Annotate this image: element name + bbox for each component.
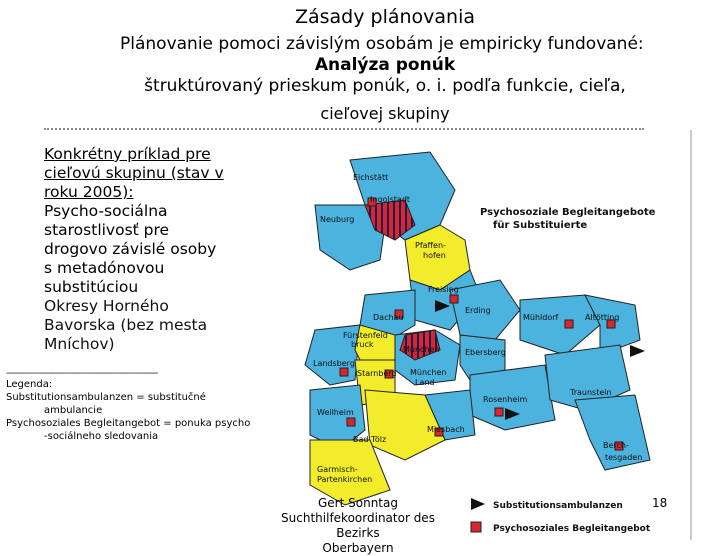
- label-ingolstadt: Ingolstadt: [370, 195, 411, 204]
- subtitle-line: Plánovanie pomoci závislým osobám je empiricky fundované:: [120, 34, 644, 54]
- label-weilheim: Weilheim: [317, 408, 354, 417]
- link-line[interactable]: cieľovú skupinu (stav v: [44, 164, 224, 182]
- topic-line: Psycho-sociálna: [44, 202, 168, 220]
- slide-title: Zásady plánovania: [294, 6, 476, 28]
- district-map: [255, 130, 692, 540]
- author-region: Oberbayern: [322, 541, 394, 555]
- link-line[interactable]: Konkrétny príklad pre: [44, 145, 211, 163]
- label-dachau: Dachau: [373, 313, 404, 322]
- legend-divider: ---------------------------------------------------: [6, 366, 158, 379]
- map-legend-item: Psychosoziales Begleitangebot: [493, 524, 651, 534]
- topic-line: s metadónovou: [44, 259, 165, 277]
- label-garmisch: Garmisch-: [317, 465, 358, 474]
- topic-line: substitúciou: [44, 278, 139, 296]
- page-number: 18: [652, 496, 668, 510]
- subtitle-detail: štruktúrovaný prieskum ponúk, o. i. podľa funkcie, cieľa,: [144, 76, 626, 96]
- legend-title: Legenda:: [6, 379, 53, 390]
- region-line: Okresy Horného: [44, 297, 169, 315]
- label-eichstaett: Eichstätt: [353, 173, 389, 182]
- label-berchtesgaden: Berch-: [603, 441, 629, 450]
- legend-line: Psychosoziales Begleitangebot = ponuka psycho: [6, 418, 251, 429]
- label-traunstein: Traunstein: [570, 388, 612, 397]
- author-role: Suchthilfekoordinator des Bezirks: [281, 511, 435, 540]
- footer-author: [258, 496, 458, 556]
- legend-block: [6, 378, 254, 443]
- begleitangebot-marker: [450, 295, 458, 303]
- ambulanz-legend-icon: [471, 498, 485, 510]
- label-ebersberg: Ebersberg: [465, 348, 506, 357]
- subtitle-bold: Analýza ponúk: [314, 55, 456, 75]
- begleitangebot-marker: [565, 320, 573, 328]
- map-legend-svg: [463, 490, 653, 540]
- author-name: Gert Sonntag: [318, 496, 398, 510]
- topic-line: drogovo závislé osoby: [44, 240, 217, 258]
- label-miesbach: Miesbach: [427, 425, 465, 434]
- legend-line: Substitutionsambulanzen = substitučné: [6, 392, 206, 403]
- legend-line: -sociálneho sledovania: [44, 431, 159, 442]
- region-line: Mníchov): [44, 335, 115, 353]
- label-freising: Freising: [428, 285, 459, 294]
- label-starnberg: Starnberg: [357, 369, 397, 378]
- legend-line: ambulancie: [44, 405, 103, 416]
- map-title: Psychosoziale Begleitangebote: [480, 207, 656, 218]
- label-muenchen-land: München: [410, 368, 447, 377]
- label-bad-toelz: Bad Tölz: [353, 435, 387, 444]
- label-garmisch-2: Partenkirchen: [317, 475, 373, 484]
- label-berchtesgaden-2: tesgaden: [605, 453, 643, 462]
- label-pfaffenhofen: Pfaffen-: [415, 241, 446, 250]
- label-altoetting: Altötting: [585, 313, 620, 322]
- label-muenchen-stadt: München: [403, 345, 440, 354]
- label-pfaffenhofen-2: hofen: [423, 251, 446, 260]
- begleitangebot-marker: [495, 408, 503, 416]
- left-text-block: [44, 145, 254, 354]
- label-landsberg: Landsberg: [313, 359, 355, 368]
- map-legend-item: Substitutionsambulanzen: [493, 501, 623, 511]
- map-subtitle: für Substituierte: [493, 220, 588, 231]
- subtitle-detail-cont: cieľovej skupiny: [320, 104, 450, 123]
- label-fuerstenfeldbruck-2: bruck: [351, 340, 374, 349]
- label-erding: Erding: [465, 306, 491, 315]
- begleitangebot-legend-icon: [471, 522, 481, 532]
- label-rosenheim: Rosenheim: [483, 395, 528, 404]
- region-line: Bavorska (bez mesta: [44, 316, 208, 334]
- label-muenchen-land-2: Land: [415, 378, 435, 387]
- begleitangebot-marker: [347, 418, 355, 426]
- label-fuerstenfeldbruck: Fürstenfeld: [343, 331, 388, 340]
- map-legend: [463, 490, 653, 540]
- begleitangebot-marker: [340, 368, 348, 376]
- label-muehldorf: Mühldorf: [523, 313, 559, 322]
- map-svg: [255, 130, 690, 540]
- link-line[interactable]: roku 2005):: [44, 183, 134, 201]
- label-neuburg: Neuburg: [320, 215, 355, 224]
- topic-line: starostlivosť pre: [44, 221, 170, 239]
